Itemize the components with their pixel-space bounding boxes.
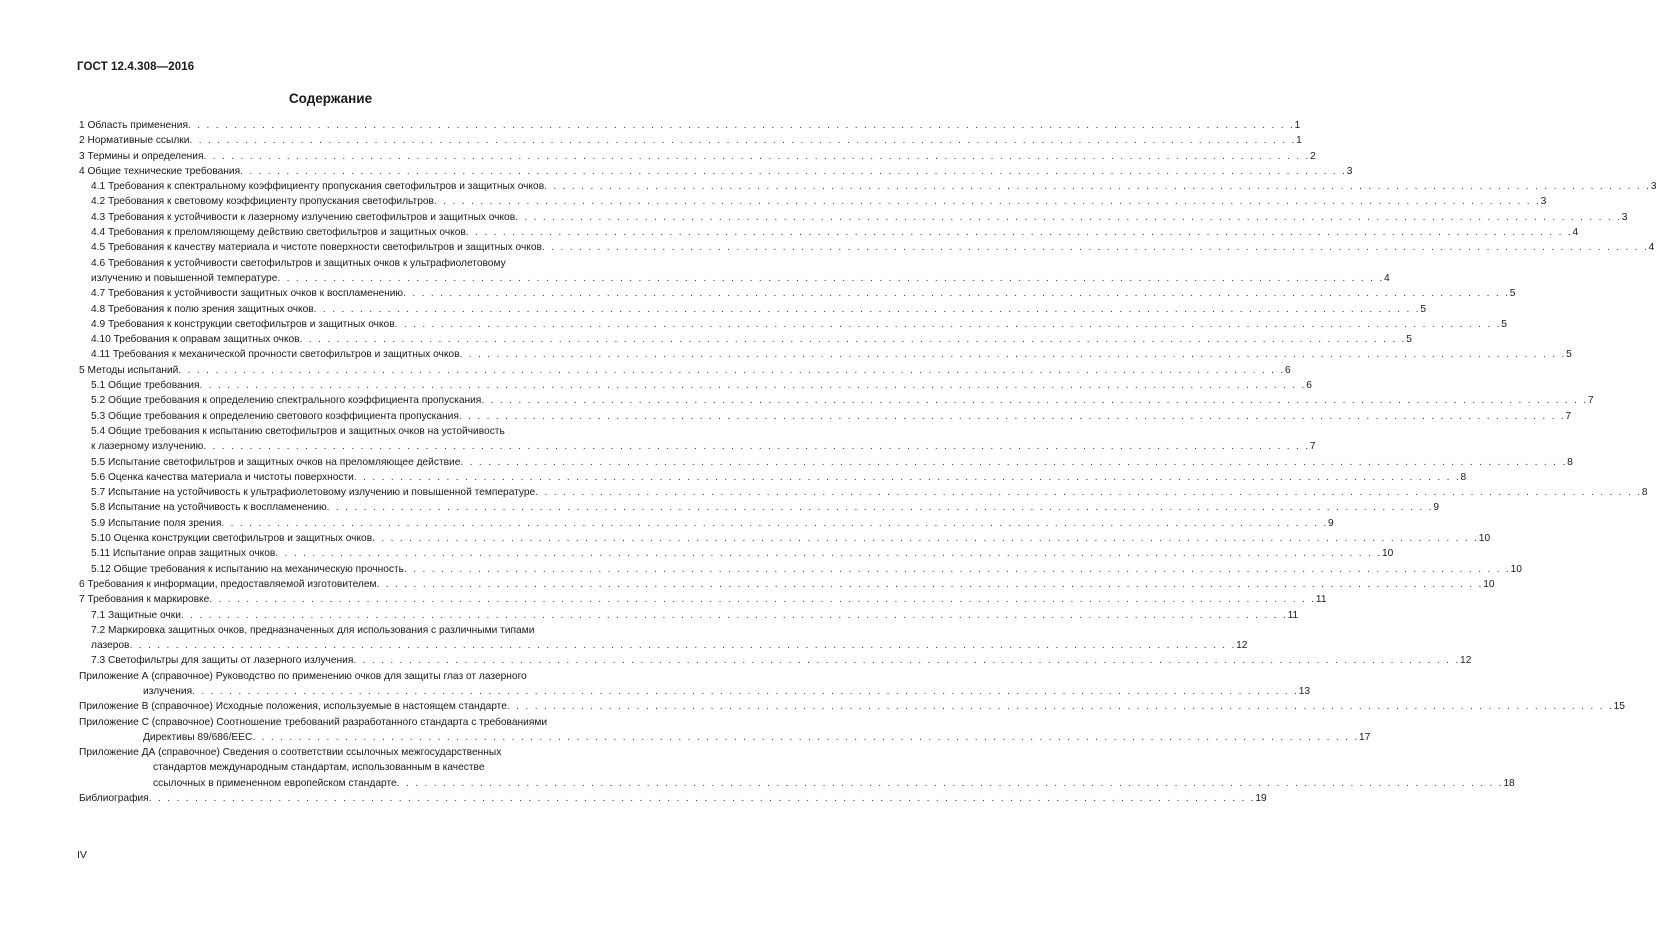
- toc-page-number: 3: [1346, 165, 1353, 177]
- toc-entry-text: 5.11 Испытание оправ защитных очков: [91, 548, 276, 560]
- table-of-contents: [79, 118, 1656, 806]
- dot-leader: . . . . . . . . . . . . . . . . . . . . . . . . . . . . . . . . . . . . . . . . . . . . . . . . . . . . . . . . . . . . . . . . . . . . . . . . . . . . . . . . . . . . . . . . . . . . . . . . . . . . . . . . . . . . . . . . . . . . . . . .: [326, 502, 1434, 514]
- toc-entry-text: Библиография: [79, 793, 149, 805]
- toc-page-number: 10: [1510, 563, 1522, 575]
- toc-entry-text: стандартов международным стандартам, использованным в качестве: [153, 762, 485, 774]
- toc-entry[interactable]: [91, 500, 1439, 515]
- dot-leader: . . . . . . . . . . . . . . . . . . . . . . . . . . . . . . . . . . . . . . . . . . . . . . . . . . . . . . . . . . . . . . . . . . . . . . . . . . . . . . . . . . . . . . . . . . . . . . . . . . . . . . . . . . . . . . . . . . . . . . . .: [433, 196, 1541, 208]
- toc-page-number: 13: [1298, 685, 1311, 697]
- toc-entry-text: 5.10 Оценка конструкции светофильтров и защитных очков: [91, 533, 373, 545]
- toc-entry-text: 4 Общие технические требования: [79, 165, 241, 177]
- toc-entry-text: 5.4 Общие требования к испытанию светофильтров и защитных очков на устойчивость: [91, 425, 505, 437]
- toc-page-number: 5: [1566, 349, 1572, 361]
- toc-entry-line: [91, 623, 610, 638]
- toc-page-number: 8: [1567, 456, 1573, 468]
- dot-leader: . . . . . . . . . . . . . . . . . . . . . . . . . . . . . . . . . . . . . . . . . . . . . . . . . . . . . . . . . . . . . . . . . . . . . . . . . . . . . . . . . . . . . . . . . . . . . . . . . . . . . . . . . . . . . . . . . . . . . . . .: [460, 456, 1568, 468]
- toc-entry[interactable]: [91, 225, 1579, 240]
- dot-leader: . . . . . . . . . . . . . . . . . . . . . . . . . . . . . . . . . . . . . . . . . . . . . . . . . . . . . . . . . . . . . . . . . . . . . . . . . . . . . . . . . . . . . . . . . . . . . . . . . . . . . . . . . . . . . . . . . . . . . . . .: [275, 548, 1382, 560]
- toc-entry-text: 5.6 Оценка качества материала и чистоты поверхности: [91, 471, 354, 483]
- toc-entry-text: 7.3 Светофильтры для защиты от лазерного излучения: [91, 655, 354, 667]
- dot-leader: . . . . . . . . . . . . . . . . . . . . . . . . . . . . . . . . . . . . . . . . . . . . . . . . . . . . . . . . . . . . . . . . . . . . . . . . . . . . . . . . . . . . . . . . . . . . . . . . . . . . . . . . . . . . . . . . . . . . . . . .: [252, 731, 1360, 743]
- toc-entry-text: излучения: [143, 685, 193, 697]
- toc-entry[interactable]: [79, 164, 1353, 179]
- dot-leader: . . . . . . . . . . . . . . . . . . . . . . . . . . . . . . . . . . . . . . . . . . . . . . . . . . . . . . . . . . . . . . . . . . . . . . . . . . . . . . . . . . . . . . . . . . . . . . . . . . . . . . . . . . . . . . . . . . . . . . . .: [515, 211, 1622, 223]
- toc-entry[interactable]: [91, 393, 1594, 408]
- toc-entry-text: лазеров: [91, 640, 130, 652]
- toc-entry[interactable]: [91, 546, 1394, 561]
- toc-page-number: 10: [1381, 548, 1394, 560]
- toc-page-number: 12: [1460, 655, 1472, 667]
- toc-page-number: 2: [1310, 150, 1316, 162]
- toc-page-number: 4: [1572, 227, 1579, 239]
- dot-leader: . . . . . . . . . . . . . . . . . . . . . . . . . . . . . . . . . . . . . . . . . . . . . . . . . . . . . . . . . . . . . . . . . . . . . . . . . . . . . . . . . . . . . . . . . . . . . . . . . . . . . . . . . . . . . . . . . . . . . . . .: [459, 349, 1567, 361]
- toc-entry[interactable]: [91, 653, 1472, 668]
- toc-entry-text: 7 Требования к маркировке: [79, 594, 210, 606]
- toc-page-number: 5: [1420, 303, 1427, 315]
- dot-leader: . . . . . . . . . . . . . . . . . . . . . . . . . . . . . . . . . . . . . . . . . . . . . . . . . . . . . . . . . . . . . . . . . . . . . . . . . . . . . . . . . . . . . . . . . . . . . . . . . . . . . . . . . . . . . . . . . . . . . . . .: [148, 793, 1256, 805]
- toc-page-number: 5: [1509, 288, 1516, 300]
- toc-page-number: 1: [1294, 120, 1301, 131]
- toc-entry[interactable]: [91, 332, 1412, 347]
- toc-entry[interactable]: [91, 516, 1334, 531]
- toc-entry-text: Директивы 89/686/ЕЕС: [143, 731, 253, 743]
- dot-leader: . . . . . . . . . . . . . . . . . . . . . . . . . . . . . . . . . . . . . . . . . . . . . . . . . . . . . . . . . . . . . . . . . . . . . . . . . . . . . . . . . . . . . . . . . . . . . . . . . . . . . . . . . . . . . . . . . . . . . . . .: [221, 517, 1329, 529]
- toc-entry-text: ссылочных в примененном европейском стандарте: [153, 777, 397, 789]
- dot-leader: . . . . . . . . . . . . . . . . . . . . . . . . . . . . . . . . . . . . . . . . . . . . . . . . . . . . . . . . . . . . . . . . . . . . . . . . . . . . . . . . . . . . . . . . . . . . . . . . . . . . . . . . . . . . . . . . . . . . . . . .: [403, 288, 1510, 300]
- toc-page-number: 3: [1650, 181, 1656, 193]
- toc-entry-text: 7.1 Защитные очки: [91, 609, 181, 621]
- dot-leader: . . . . . . . . . . . . . . . . . . . . . . . . . . . . . . . . . . . . . . . . . . . . . . . . . . . . . . . . . . . . . . . . . . . . . . . . . . . . . . . . . . . . . . . . . . . . . . . . . . . . . . . . . . . . . . . . . . . . . . . .: [209, 594, 1316, 606]
- dot-leader: . . . . . . . . . . . . . . . . . . . . . . . . . . . . . . . . . . . . . . . . . . . . . . . . . . . . . . . . . . . . . . . . . . . . . . . . . . . . . . . . . . . . . . . . . . . . . . . . . . . . . . . . . . . . . . . . . . . . . . . .: [481, 395, 1588, 407]
- dot-leader: . . . . . . . . . . . . . . . . . . . . . . . . . . . . . . . . . . . . . . . . . . . . . . . . . . . . . . . . . . . . . . . . . . . . . . . . . . . . . . . . . . . . . . . . . . . . . . . . . . . . . . . . . . . . . . . . . . . . . . . .: [544, 181, 1651, 193]
- toc-entry-line: [79, 760, 610, 775]
- toc-entry-text: 4.6 Требования к устойчивости светофильтров и защитных очков к ультрафиолетовому: [91, 257, 506, 269]
- dot-leader: . . . . . . . . . . . . . . . . . . . . . . . . . . . . . . . . . . . . . . . . . . . . . . . . . . . . . . . . . . . . . . . . . . . . . . . . . . . . . . . . . . . . . . . . . . . . . . . . . . . . . . . . . . . . . . . . . . . . . . . .: [372, 533, 1479, 545]
- toc-entry-text: 5.9 Испытание поля зрения: [91, 517, 222, 529]
- toc-entry-text: 6 Требования к информации, предоставляемой изготовителем: [79, 578, 377, 590]
- toc-page-number: 9: [1433, 502, 1439, 514]
- toc-entry-line: [91, 256, 610, 271]
- dot-leader: . . . . . . . . . . . . . . . . . . . . . . . . . . . . . . . . . . . . . . . . . . . . . . . . . . . . . . . . . . . . . . . . . . . . . . . . . . . . . . . . . . . . . . . . . . . . . . . . . . . . . . . . . . . . . . . . . . . . . . . .: [506, 701, 1614, 713]
- dot-leader: . . . . . . . . . . . . . . . . . . . . . . . . . . . . . . . . . . . . . . . . . . . . . . . . . . . . . . . . . . . . . . . . . . . . . . . . . . . . . . . . . . . . . . . . . . . . . . . . . . . . . . . . . . . . . . . . . . . . . . . .: [396, 777, 1504, 789]
- toc-entry-text: 5.3 Общие требования к определению светового коэффициента пропускания: [91, 410, 459, 422]
- dot-leader: . . . . . . . . . . . . . . . . . . . . . . . . . . . . . . . . . . . . . . . . . . . . . . . . . . . . . . . . . . . . . . . . . . . . . . . . . . . . . . . . . . . . . . . . . . . . . . . . . . . . . . . . . . . . . . . . . . . . . . . .: [277, 272, 1385, 284]
- toc-page-number: 10: [1483, 578, 1495, 590]
- toc-entry[interactable]: [91, 608, 1299, 623]
- dot-leader: . . . . . . . . . . . . . . . . . . . . . . . . . . . . . . . . . . . . . . . . . . . . . . . . . . . . . . . . . . . . . . . . . . . . . . . . . . . . . . . . . . . . . . . . . . . . . . . . . . . . . . . . . . . . . . . . . . . . . . . .: [394, 318, 1502, 330]
- toc-entry-text: 5 Методы испытаний: [79, 364, 179, 376]
- toc-page-number: 12: [1236, 640, 1248, 652]
- toc-entry[interactable]: [91, 485, 1648, 500]
- dot-leader: . . . . . . . . . . . . . . . . . . . . . . . . . . . . . . . . . . . . . . . . . . . . . . . . . . . . . . . . . . . . . . . . . . . . . . . . . . . . . . . . . . . . . . . . . . . . . . . . . . . . . . . . . . . . . . . . . . . . . . . .: [535, 487, 1642, 499]
- toc-entry[interactable]: [79, 118, 1301, 133]
- document-header: ГОСТ 12.4.308—2016: [77, 61, 195, 73]
- toc-entry[interactable]: [91, 317, 1507, 332]
- toc-entry-text: 5.5 Испытание светофильтров и защитных очков на преломляющее действие: [91, 456, 461, 468]
- toc-page-number: 8: [1460, 471, 1467, 483]
- dot-leader: . . . . . . . . . . . . . . . . . . . . . . . . . . . . . . . . . . . . . . . . . . . . . . . . . . . . . . . . . . . . . . . . . . . . . . . . . . . . . . . . . . . . . . . . . . . . . . . . . . . . . . . . . . . . . . . . . . . . . . . .: [353, 655, 1461, 667]
- toc-entry-line: [79, 669, 610, 684]
- toc-entry[interactable]: [79, 592, 1327, 607]
- dot-leader: . . . . . . . . . . . . . . . . . . . . . . . . . . . . . . . . . . . . . . . . . . . . . . . . . . . . . . . . . . . . . . . . . . . . . . . . . . . . . . . . . . . . . . . . . . . . . . . . . . . . . . . . . . . . . . . . . . . . . . . .: [465, 227, 1573, 239]
- toc-entry-text: Приложение А (справочное) Руководство по применению очков для защиты глаз от лазерного: [79, 670, 527, 682]
- toc-page-number: 5: [1501, 318, 1507, 330]
- toc-page-number: 1: [1296, 135, 1302, 147]
- dot-leader: . . . . . . . . . . . . . . . . . . . . . . . . . . . . . . . . . . . . . . . . . . . . . . . . . . . . . . . . . . . . . . . . . . . . . . . . . . . . . . . . . . . . . . . . . . . . . . . . . . . . . . . . . . . . . . . . . . . . . . . .: [376, 578, 1484, 590]
- toc-entry-line: [79, 745, 610, 760]
- toc-page-number: 4: [1648, 242, 1655, 254]
- page-number: IV: [77, 849, 87, 861]
- toc-page-number: 17: [1359, 731, 1371, 743]
- toc-entry-text: Приложение С (справочное) Соотношение требований разработанного стандарта с требованиями: [79, 716, 548, 728]
- toc-entry-text: 4.8 Требования к полю зрения защитных очков: [91, 303, 314, 315]
- toc-entry[interactable]: [79, 133, 1302, 148]
- dot-leader: . . . . . . . . . . . . . . . . . . . . . . . . . . . . . . . . . . . . . . . . . . . . . . . . . . . . . . . . . . . . . . . . . . . . . . . . . . . . . . . . . . . . . . . . . . . . . . . . . . . . . . . . . . . . . . . . . . . . . . . .: [199, 380, 1307, 392]
- toc-entry-text: 5.2 Общие требования к определению спектрального коэффициента пропускания: [91, 395, 482, 407]
- toc-entry-text: 4.1 Требования к спектральному коэффициенту пропускания светофильтров и защитных очков: [91, 181, 545, 193]
- dot-leader: . . . . . . . . . . . . . . . . . . . . . . . . . . . . . . . . . . . . . . . . . . . . . . . . . . . . . . . . . . . . . . . . . . . . . . . . . . . . . . . . . . . . . . . . . . . . . . . . . . . . . . . . . . . . . . . . . . . . . . . .: [129, 640, 1237, 652]
- toc-entry[interactable]: [79, 149, 1316, 164]
- dot-leader: . . . . . . . . . . . . . . . . . . . . . . . . . . . . . . . . . . . . . . . . . . . . . . . . . . . . . . . . . . . . . . . . . . . . . . . . . . . . . . . . . . . . . . . . . . . . . . . . . . . . . . . . . . . . . . . . . . . . . . . .: [299, 334, 1407, 346]
- toc-entry-text: 4.9 Требования к конструкции светофильтров и защитных очков: [91, 318, 395, 330]
- toc-entry[interactable]: [91, 286, 1516, 301]
- toc-entry[interactable]: [79, 791, 1267, 806]
- dot-leader: . . . . . . . . . . . . . . . . . . . . . . . . . . . . . . . . . . . . . . . . . . . . . . . . . . . . . . . . . . . . . . . . . . . . . . . . . . . . . . . . . . . . . . . . . . . . . . . . . . . . . . . . . . . . . . . . . . . . . . . .: [189, 135, 1297, 147]
- toc-entry[interactable]: [91, 240, 1655, 255]
- toc-page-number: 4: [1384, 272, 1390, 284]
- toc-entry-text: Приложение ДА (справочное) Сведения о соответствии ссылочных межгосударственных: [79, 747, 502, 759]
- toc-page-number: 7: [1588, 395, 1594, 407]
- toc-page-number: 15: [1613, 701, 1625, 713]
- toc-page-number: 7: [1309, 441, 1316, 453]
- toc-page-number: 10: [1478, 533, 1491, 545]
- toc-entry[interactable]: [91, 271, 1390, 286]
- toc-entry-text: 5.12 Общие требования к испытанию на механическую прочность: [91, 563, 404, 575]
- dot-leader: . . . . . . . . . . . . . . . . . . . . . . . . . . . . . . . . . . . . . . . . . . . . . . . . . . . . . . . . . . . . . . . . . . . . . . . . . . . . . . . . . . . . . . . . . . . . . . . . . . . . . . . . . . . . . . . . . . . . . . . .: [541, 242, 1649, 254]
- toc-page-number: 7: [1565, 410, 1572, 422]
- toc-entry-text: 5.7 Испытание на устойчивость к ультрафиолетовому излучению и повышенной температуре: [91, 487, 536, 499]
- toc-entry[interactable]: [91, 210, 1628, 225]
- toc-entry[interactable]: [91, 378, 1312, 393]
- toc-page-number: 9: [1328, 517, 1334, 529]
- toc-entry[interactable]: [91, 409, 1572, 424]
- toc-entry[interactable]: [91, 347, 1572, 362]
- toc-page-number: 3: [1621, 211, 1628, 223]
- dot-leader: . . . . . . . . . . . . . . . . . . . . . . . . . . . . . . . . . . . . . . . . . . . . . . . . . . . . . . . . . . . . . . . . . . . . . . . . . . . . . . . . . . . . . . . . . . . . . . . . . . . . . . . . . . . . . . . . . . . . . . . .: [353, 471, 1461, 483]
- toc-entry[interactable]: [79, 776, 1515, 791]
- toc-entry-text: 4.3 Требования к устойчивости к лазерному излучению светофильтров и защитных очков: [91, 211, 516, 223]
- toc-entry[interactable]: [79, 730, 1371, 745]
- toc-entry[interactable]: [79, 363, 1291, 378]
- toc-entry-text: 1 Область применения: [79, 120, 188, 131]
- toc-entry-text: 4.2 Требования к световому коэффициенту пропускания светофильтров: [91, 196, 434, 208]
- dot-leader: . . . . . . . . . . . . . . . . . . . . . . . . . . . . . . . . . . . . . . . . . . . . . . . . . . . . . . . . . . . . . . . . . . . . . . . . . . . . . . . . . . . . . . . . . . . . . . . . . . . . . . . . . . . . . . . . . . . . . . . .: [180, 609, 1288, 621]
- toc-entry-text: Приложение В (справочное) Исходные положения, используемые в настоящем стандарте: [79, 701, 507, 713]
- dot-leader: . . . . . . . . . . . . . . . . . . . . . . . . . . . . . . . . . . . . . . . . . . . . . . . . . . . . . . . . . . . . . . . . . . . . . . . . . . . . . . . . . . . . . . . . . . . . . . . . . . . . . . . . . . . . . . . . . . . . . . . .: [240, 165, 1347, 177]
- toc-page-number: 18: [1503, 777, 1515, 789]
- toc-page-number: 11: [1315, 594, 1327, 606]
- toc-entry[interactable]: [91, 179, 1656, 194]
- toc-entry-text: 3 Термины и определения: [79, 150, 204, 162]
- toc-entry-line: [91, 424, 610, 439]
- dot-leader: . . . . . . . . . . . . . . . . . . . . . . . . . . . . . . . . . . . . . . . . . . . . . . . . . . . . . . . . . . . . . . . . . . . . . . . . . . . . . . . . . . . . . . . . . . . . . . . . . . . . . . . . . . . . . . . . . . . . . . . .: [192, 685, 1299, 697]
- dot-leader: . . . . . . . . . . . . . . . . . . . . . . . . . . . . . . . . . . . . . . . . . . . . . . . . . . . . . . . . . . . . . . . . . . . . . . . . . . . . . . . . . . . . . . . . . . . . . . . . . . . . . . . . . . . . . . . . . . . . . . . .: [313, 303, 1421, 315]
- dot-leader: . . . . . . . . . . . . . . . . . . . . . . . . . . . . . . . . . . . . . . . . . . . . . . . . . . . . . . . . . . . . . . . . . . . . . . . . . . . . . . . . . . . . . . . . . . . . . . . . . . . . . . . . . . . . . . . . . . . . . . . .: [187, 120, 1295, 131]
- toc-title: Содержание: [288, 91, 373, 106]
- toc-entry[interactable]: [79, 684, 1311, 699]
- toc-entry-text: 2 Нормативные ссылки: [79, 135, 190, 147]
- toc-entry-text: 5.8 Испытание на устойчивость к воспламенению: [91, 502, 327, 514]
- dot-leader: . . . . . . . . . . . . . . . . . . . . . . . . . . . . . . . . . . . . . . . . . . . . . . . . . . . . . . . . . . . . . . . . . . . . . . . . . . . . . . . . . . . . . . . . . . . . . . . . . . . . . . . . . . . . . . . . . . . . . . . .: [178, 364, 1286, 376]
- toc-entry-text: к лазерному излучению: [91, 441, 204, 453]
- toc-entry-text: 4.5 Требования к качеству материала и чистоте поверхности светофильтров и защитных очков: [91, 242, 542, 254]
- toc-page-number: 11: [1287, 609, 1299, 621]
- toc-entry[interactable]: [91, 439, 1316, 454]
- dot-leader: . . . . . . . . . . . . . . . . . . . . . . . . . . . . . . . . . . . . . . . . . . . . . . . . . . . . . . . . . . . . . . . . . . . . . . . . . . . . . . . . . . . . . . . . . . . . . . . . . . . . . . . . . . . . . . . . . . . . . . . .: [203, 441, 1310, 453]
- toc-page-number: 5: [1406, 334, 1412, 346]
- toc-page-number: 19: [1255, 793, 1267, 805]
- dot-leader: . . . . . . . . . . . . . . . . . . . . . . . . . . . . . . . . . . . . . . . . . . . . . . . . . . . . . . . . . . . . . . . . . . . . . . . . . . . . . . . . . . . . . . . . . . . . . . . . . . . . . . . . . . . . . . . . . . . . . . . .: [203, 150, 1311, 162]
- toc-entry-line: [79, 715, 610, 730]
- toc-entry[interactable]: [91, 470, 1467, 485]
- toc-entry[interactable]: [91, 638, 1248, 653]
- toc-entry[interactable]: [91, 194, 1547, 209]
- toc-entry-text: 4.4 Требования к преломляющему действию светофильтров и защитных очков: [91, 227, 466, 239]
- toc-entry-text: 7.2 Маркировка защитных очков, предназначенных для использования с различными типами: [91, 624, 535, 636]
- toc-entry[interactable]: [91, 302, 1427, 317]
- toc-entry-text: излучению и повышенной температуре: [91, 272, 278, 284]
- toc-entry[interactable]: [91, 531, 1491, 546]
- toc-entry[interactable]: [91, 455, 1573, 470]
- toc-entry[interactable]: [79, 577, 1495, 592]
- toc-entry[interactable]: [91, 562, 1522, 577]
- dot-leader: . . . . . . . . . . . . . . . . . . . . . . . . . . . . . . . . . . . . . . . . . . . . . . . . . . . . . . . . . . . . . . . . . . . . . . . . . . . . . . . . . . . . . . . . . . . . . . . . . . . . . . . . . . . . . . . . . . . . . . . .: [458, 410, 1566, 422]
- dot-leader: . . . . . . . . . . . . . . . . . . . . . . . . . . . . . . . . . . . . . . . . . . . . . . . . . . . . . . . . . . . . . . . . . . . . . . . . . . . . . . . . . . . . . . . . . . . . . . . . . . . . . . . . . . . . . . . . . . . . . . . .: [403, 563, 1511, 575]
- toc-page-number: 6: [1306, 380, 1312, 392]
- toc-entry-text: 4.10 Требования к оправам защитных очков: [91, 334, 300, 346]
- toc-entry-text: 4.11 Требования к механической прочности светофильтров и защитных очков: [91, 349, 460, 361]
- toc-entry-text: 5.1 Общие требования: [91, 380, 200, 392]
- toc-page-number: 3: [1540, 196, 1547, 208]
- toc-entry[interactable]: [79, 699, 1625, 714]
- toc-page-number: 6: [1285, 364, 1291, 376]
- toc-page-number: 8: [1641, 487, 1648, 499]
- toc-entry-text: 4.7 Требования к устойчивости защитных очков к воспламенению: [91, 288, 404, 300]
